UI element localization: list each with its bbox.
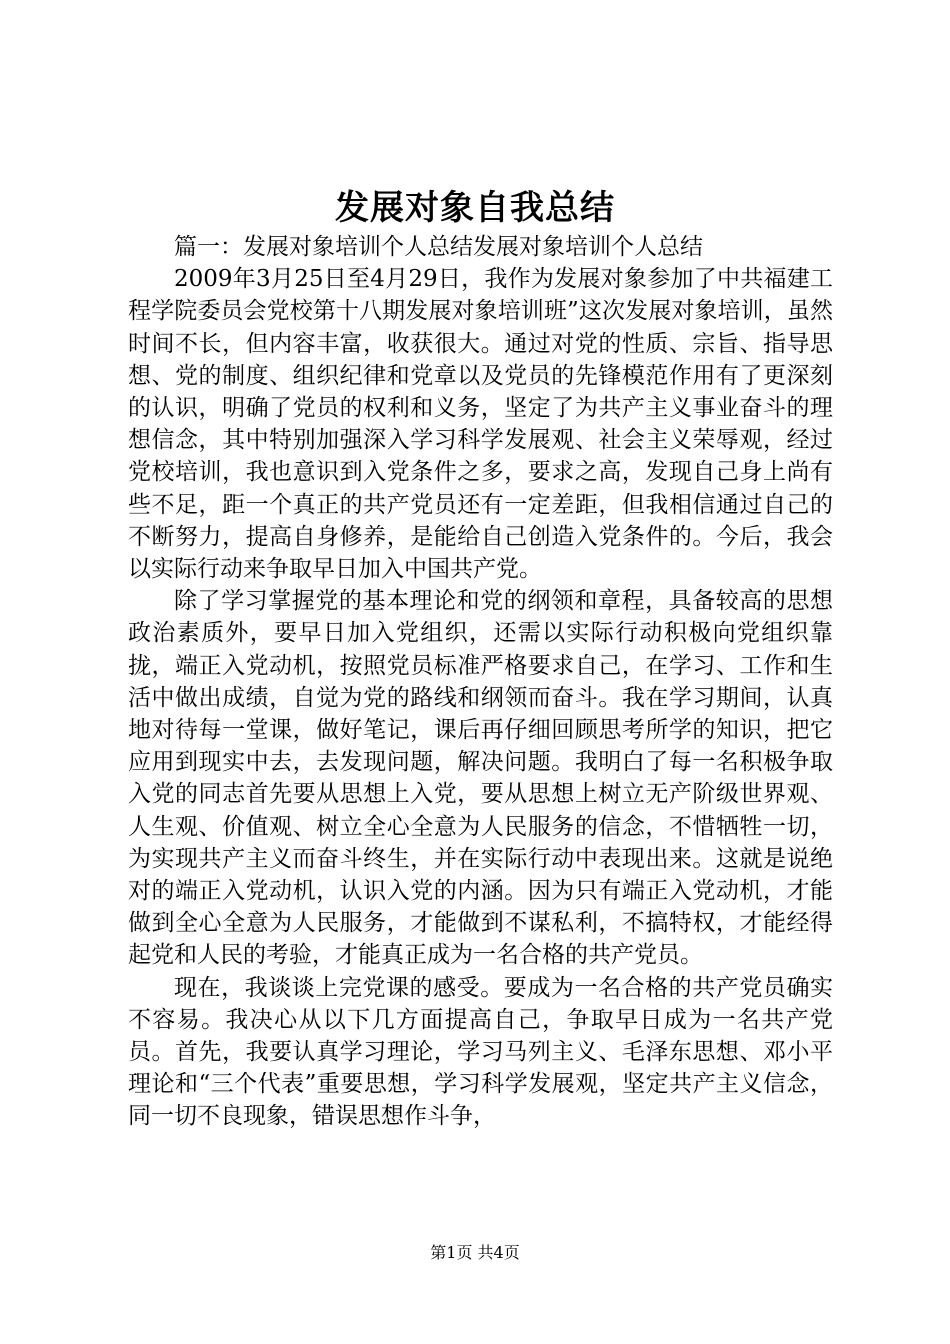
- paragraph: 现在，我谈谈上完党课的感受。要成为一名合格的共产党员确实不容易。我决心从以下几方面提高自己，争取早日成为一名共产党员。首先，我要认真学习理论，学习马列主义、毛泽东思想、邓小平理论和“三个代表”重要思想，学习科学发展观，坚定共产主义信念，同一切不良现象，错误思想作斗争，: [128, 974, 833, 1130]
- paragraph: 除了学习掌握党的基本理论和党的纲领和章程，具备较高的思想政治素质外，要早日加入党组织，还需以实际行动积极向党组织靠拢，端正入党动机，按照党员标准严格要求自己，在学习、工作和生活中做出成绩，自觉为党的路线和纲领而奋斗。我在学习期间，认真地对待每一堂课，做好笔记，课后再仔细回顾思考所学的知识，把它应用到现实中去，去发现问题，解决问题。我明白了每一名积极争取入党的同志首先要从思想上入党，要从思想上树立无产阶级世界观、人生观、价值观、树立全心全意为人民服务的信念，不惜牺牲一切，为实现共产主义而奋斗终生，并在实际行动中表现出来。这就是说绝对的端正入党动机，认识入党的内涵。因为只有端正入党动机，才能做到全心全意为人民服务，才能做到不谋私利，不搞特权，才能经得起党和人民的考验，才能真正成为一名合格的共产党员。: [128, 588, 833, 969]
- paragraph-heading: 篇一：发展对象培训个人总结发展对象培训个人总结: [174, 234, 703, 260]
- paragraph: 2009年3月25日至4月29日，我作为发展对象参加了中共福建工程学院委员会党校第十八期发展对象培训班”这次发展对象培训，虽然时间不长，但内容丰富，收获很大。通过对党的性质、宗旨、指导思想、党的制度、组织纪律和党章以及党员的先锋模范作用有了更深刻的认识，明确了党员的权利和义务，坚定了为共产主义事业奋斗的理想信念，其中特别加强深入学习科学发展观、社会主义荣辱观，经过党校培训，我也意识到入党条件之多，要求之高，发现自己身上尚有些不足，距一个真正的共产党员还有一定差距，但我相信通过自己的不断努力，提高自身修养，是能给自己创造入党条件的。今后，我会以实际行动来争取早日加入中国共产党。: [128, 266, 833, 583]
- document-title: 发展对象自我总结: [335, 188, 615, 228]
- document-body: [128, 231, 833, 1133]
- page-footer: 第1页 共4页: [430, 1243, 520, 1262]
